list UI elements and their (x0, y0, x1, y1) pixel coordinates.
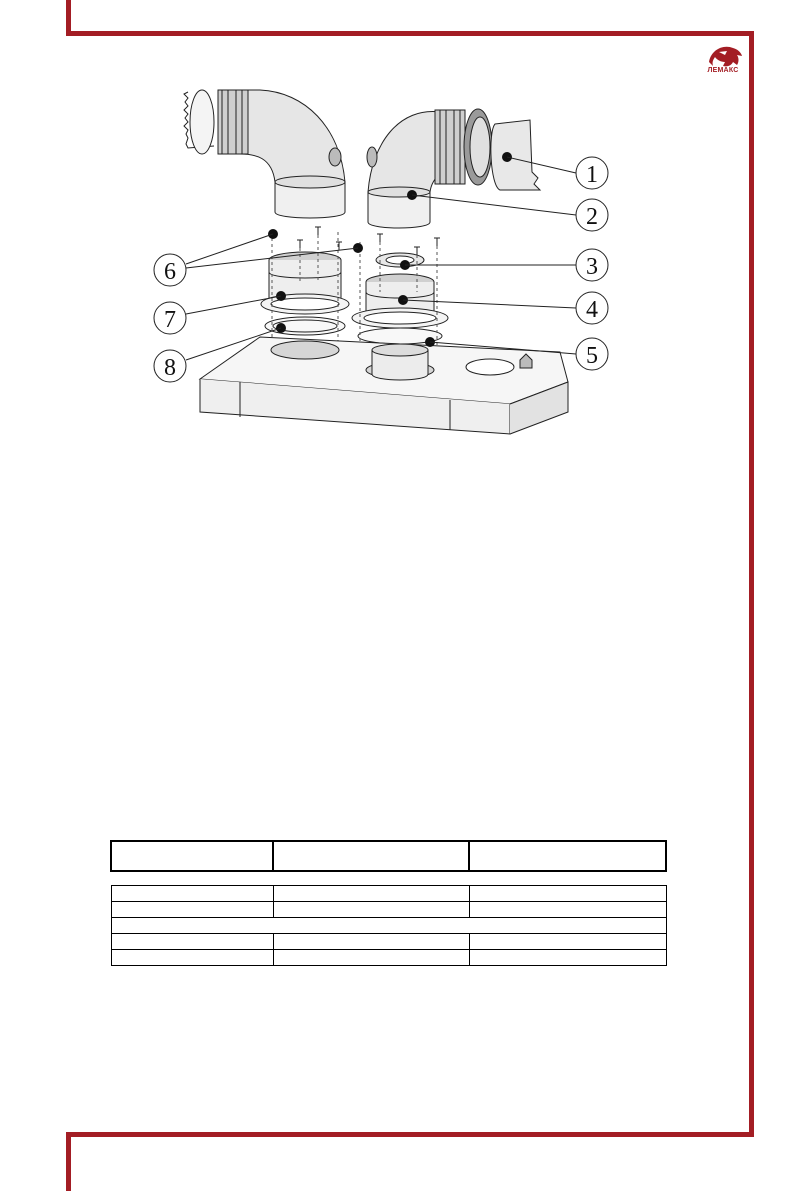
frame-bottom-line (66, 1132, 754, 1137)
frame-bottom-left-line (66, 1132, 71, 1191)
table-header-cell (111, 841, 273, 871)
table-cell (111, 934, 273, 950)
table-cell (273, 902, 469, 918)
table-row (111, 950, 666, 966)
callout-2: 2 (586, 204, 598, 230)
callout-6: 6 (164, 259, 176, 285)
frame-right-line (749, 31, 754, 1137)
table-cell (111, 902, 273, 918)
callout-5: 5 (586, 343, 598, 369)
callout-4: 4 (586, 297, 598, 323)
table-section-cell (111, 918, 666, 934)
callout-3: 3 (586, 254, 598, 280)
lemax-logo-icon (701, 40, 745, 80)
table-cell (111, 950, 273, 966)
table-section-row (111, 918, 666, 934)
frame-top-line (66, 31, 754, 36)
table-row (111, 934, 666, 950)
table-cell (111, 886, 273, 902)
table-cell (273, 886, 469, 902)
table-header-row (111, 841, 666, 871)
table-cell (469, 902, 666, 918)
table-header-cell (273, 841, 469, 871)
table-cell (469, 934, 666, 950)
table-spacer-row (111, 871, 666, 886)
spec-table (110, 840, 667, 966)
table-row (111, 902, 666, 918)
callout-1: 1 (586, 162, 598, 188)
table-cell (273, 934, 469, 950)
callout-7: 7 (164, 307, 176, 333)
table-cell (469, 950, 666, 966)
flue-adapter-exploded-diagram (150, 82, 610, 452)
table-cell (469, 886, 666, 902)
logo-brand-text: ЛЕМАКС (707, 67, 739, 74)
table-header-cell (469, 841, 666, 871)
callout-8: 8 (164, 355, 176, 381)
table-cell (273, 950, 469, 966)
table-row (111, 886, 666, 902)
